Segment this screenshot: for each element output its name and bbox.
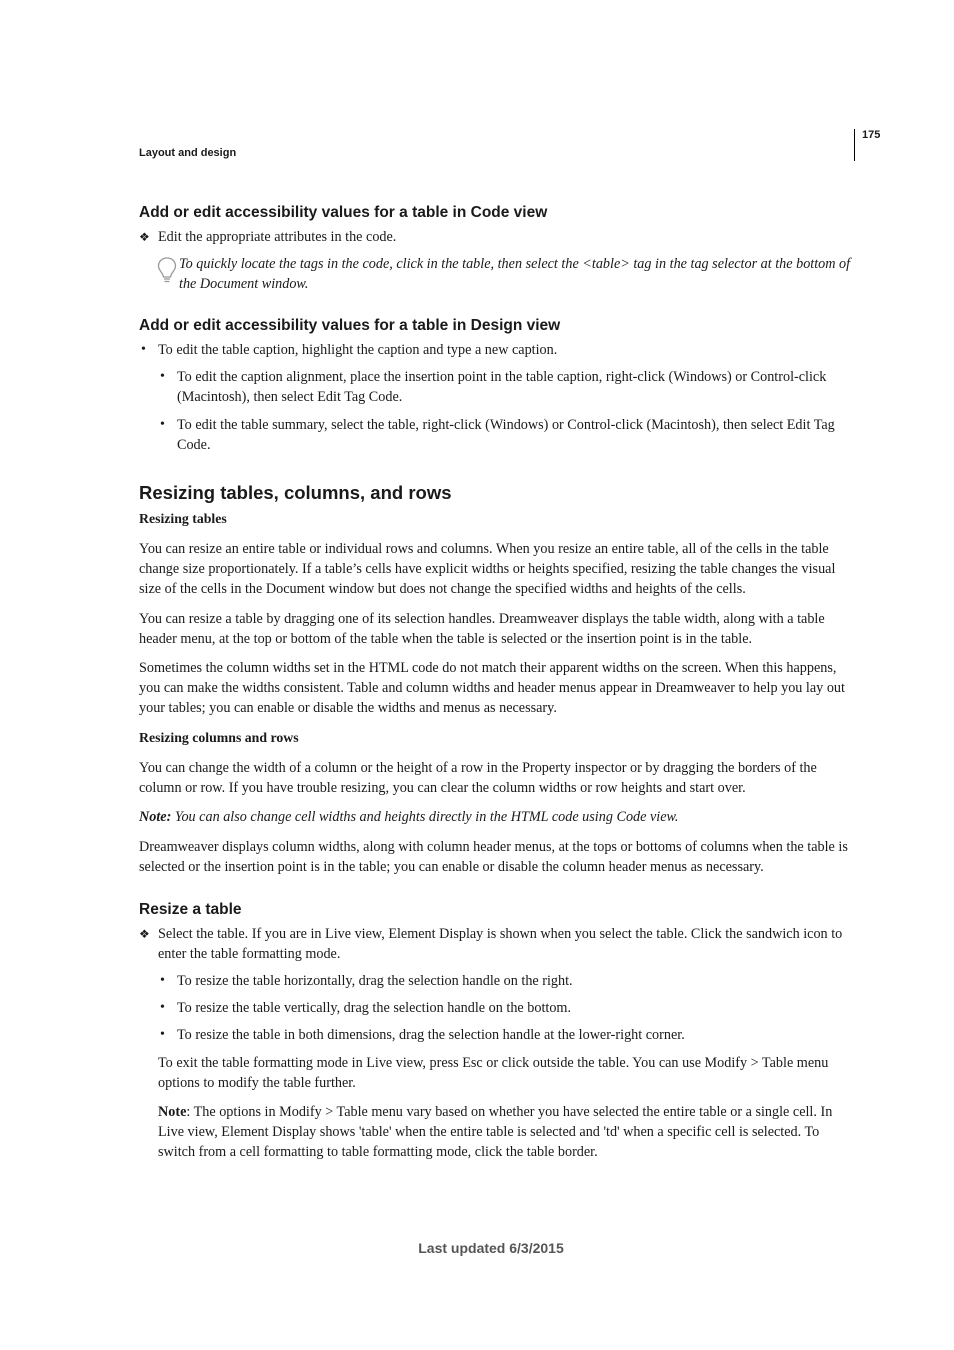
step-code-view <box>139 227 851 247</box>
list-item <box>139 998 851 1018</box>
list-item-text: To edit the caption alignment, place the insertion point in the table caption, right-click (Windows) or Control-click (Macintosh), then select Edit Tag Code. <box>177 369 827 405</box>
header-rule <box>854 129 855 161</box>
bullet-marker: • <box>160 369 165 384</box>
note-text: : The options in Modify > Table menu vary based on whether you have selected the entire table or a single cell. In Live view, Element Display shows 'table' when the entire table is selected and 'td' when a specific cell is selected. To switch from a cell formatting to table formatting mode, click the table border. <box>158 1104 833 1160</box>
list-item <box>139 415 851 455</box>
heading-resize-table: Resize a table <box>139 901 242 918</box>
list-item <box>139 340 851 360</box>
paragraph: You can change the width of a column or the height of a row in the Property inspector or by dragging the borders of the column or row. If you have trouble resizing, you can clear the column widths or row heights and start over. <box>139 760 817 796</box>
step-marker: ❖ <box>139 927 150 941</box>
paragraph: Dreamweaver displays column widths, along with column header menus, at the tops or bottoms of columns when the table is selected or the insertion point is in the table; you can enable or disable the column header menus as necessary. <box>139 839 848 875</box>
step-marker: ❖ <box>139 230 150 244</box>
step-resize-table <box>139 924 851 964</box>
running-head: Layout and design <box>139 147 237 159</box>
footer-last-updated: Last updated 6/3/2015 <box>418 1240 564 1256</box>
list-item-text: To resize the table vertically, drag the selection handle on the bottom. <box>177 1000 572 1016</box>
list-item-text: To resize the table in both dimensions, drag the selection handle at the lower-right corner. <box>177 1027 685 1043</box>
note-text: You can also change cell widths and heights directly in the HTML code using Code view. <box>174 809 679 825</box>
tip-box <box>139 254 851 294</box>
bullet-marker: • <box>160 973 165 988</box>
heading-code-view: Add or edit accessibility values for a table in Code view <box>139 204 548 221</box>
bullet-marker: • <box>160 1000 165 1015</box>
heading-design-view: Add or edit accessibility values for a table in Design view <box>139 317 561 334</box>
list-item-text: To resize the table horizontally, drag the selection handle on the right. <box>177 973 573 989</box>
list-item <box>139 971 851 991</box>
page-number: 175 <box>862 129 881 141</box>
note-label: Note <box>158 1104 187 1120</box>
lightbulb-icon <box>139 254 179 294</box>
step-text: Edit the appropriate attributes in the code. <box>158 229 397 245</box>
subheading-resizing-columns: Resizing columns and rows <box>139 730 299 745</box>
note-label: Note: <box>139 809 172 825</box>
note <box>139 1102 851 1162</box>
heading-resizing: Resizing tables, columns, and rows <box>139 482 452 503</box>
tip-text: To quickly locate the tags in the code, click in the table, then select the <table> tag in the tag selector at the bottom of the Document window. <box>179 256 851 292</box>
list-item-text: To edit the table caption, highlight the caption and type a new caption. <box>158 342 558 358</box>
step-text: Select the table. If you are in Live view, Element Display is shown when you select the table. Click the sandwich icon to enter the table formatting mode. <box>158 926 843 962</box>
paragraph: Sometimes the column widths set in the HTML code do not match their apparent widths on the screen. When this happens, you can make the widths consistent. Table and column widths and header menus appear in Dreamweaver to help you lay out your tables; you can enable or disable the widths and menus as necessary. <box>139 660 845 716</box>
subheading-resizing-tables: Resizing tables <box>139 511 227 526</box>
list-item <box>139 1025 851 1045</box>
note <box>139 807 851 827</box>
paragraph: To exit the table formatting mode in Live view, press Esc or click outside the table. You can use Modify > Table menu options to modify the table further. <box>158 1055 829 1091</box>
bullet-marker: • <box>160 1027 165 1042</box>
bullet-marker: • <box>141 342 146 357</box>
list-item <box>139 367 851 407</box>
paragraph: You can resize a table by dragging one of its selection handles. Dreamweaver displays the table width, along with a table header menu, at the top or bottom of the table when the table is selected or the insertion point is in the table. <box>139 611 825 647</box>
paragraph: You can resize an entire table or individual rows and columns. When you resize an entire table, all of the cells in the table change size proportionately. If a table’s cells have explicit widths or heights specified, resizing the table changes the visual size of the cells in the Document window but does not change the specified widths and heights of the cells. <box>139 541 836 597</box>
list-item-text: To edit the table summary, select the table, right-click (Windows) or Control-click (Macintosh), then select Edit Tag Code. <box>177 417 835 453</box>
page-content <box>139 203 851 1162</box>
bullet-marker: • <box>160 417 165 432</box>
